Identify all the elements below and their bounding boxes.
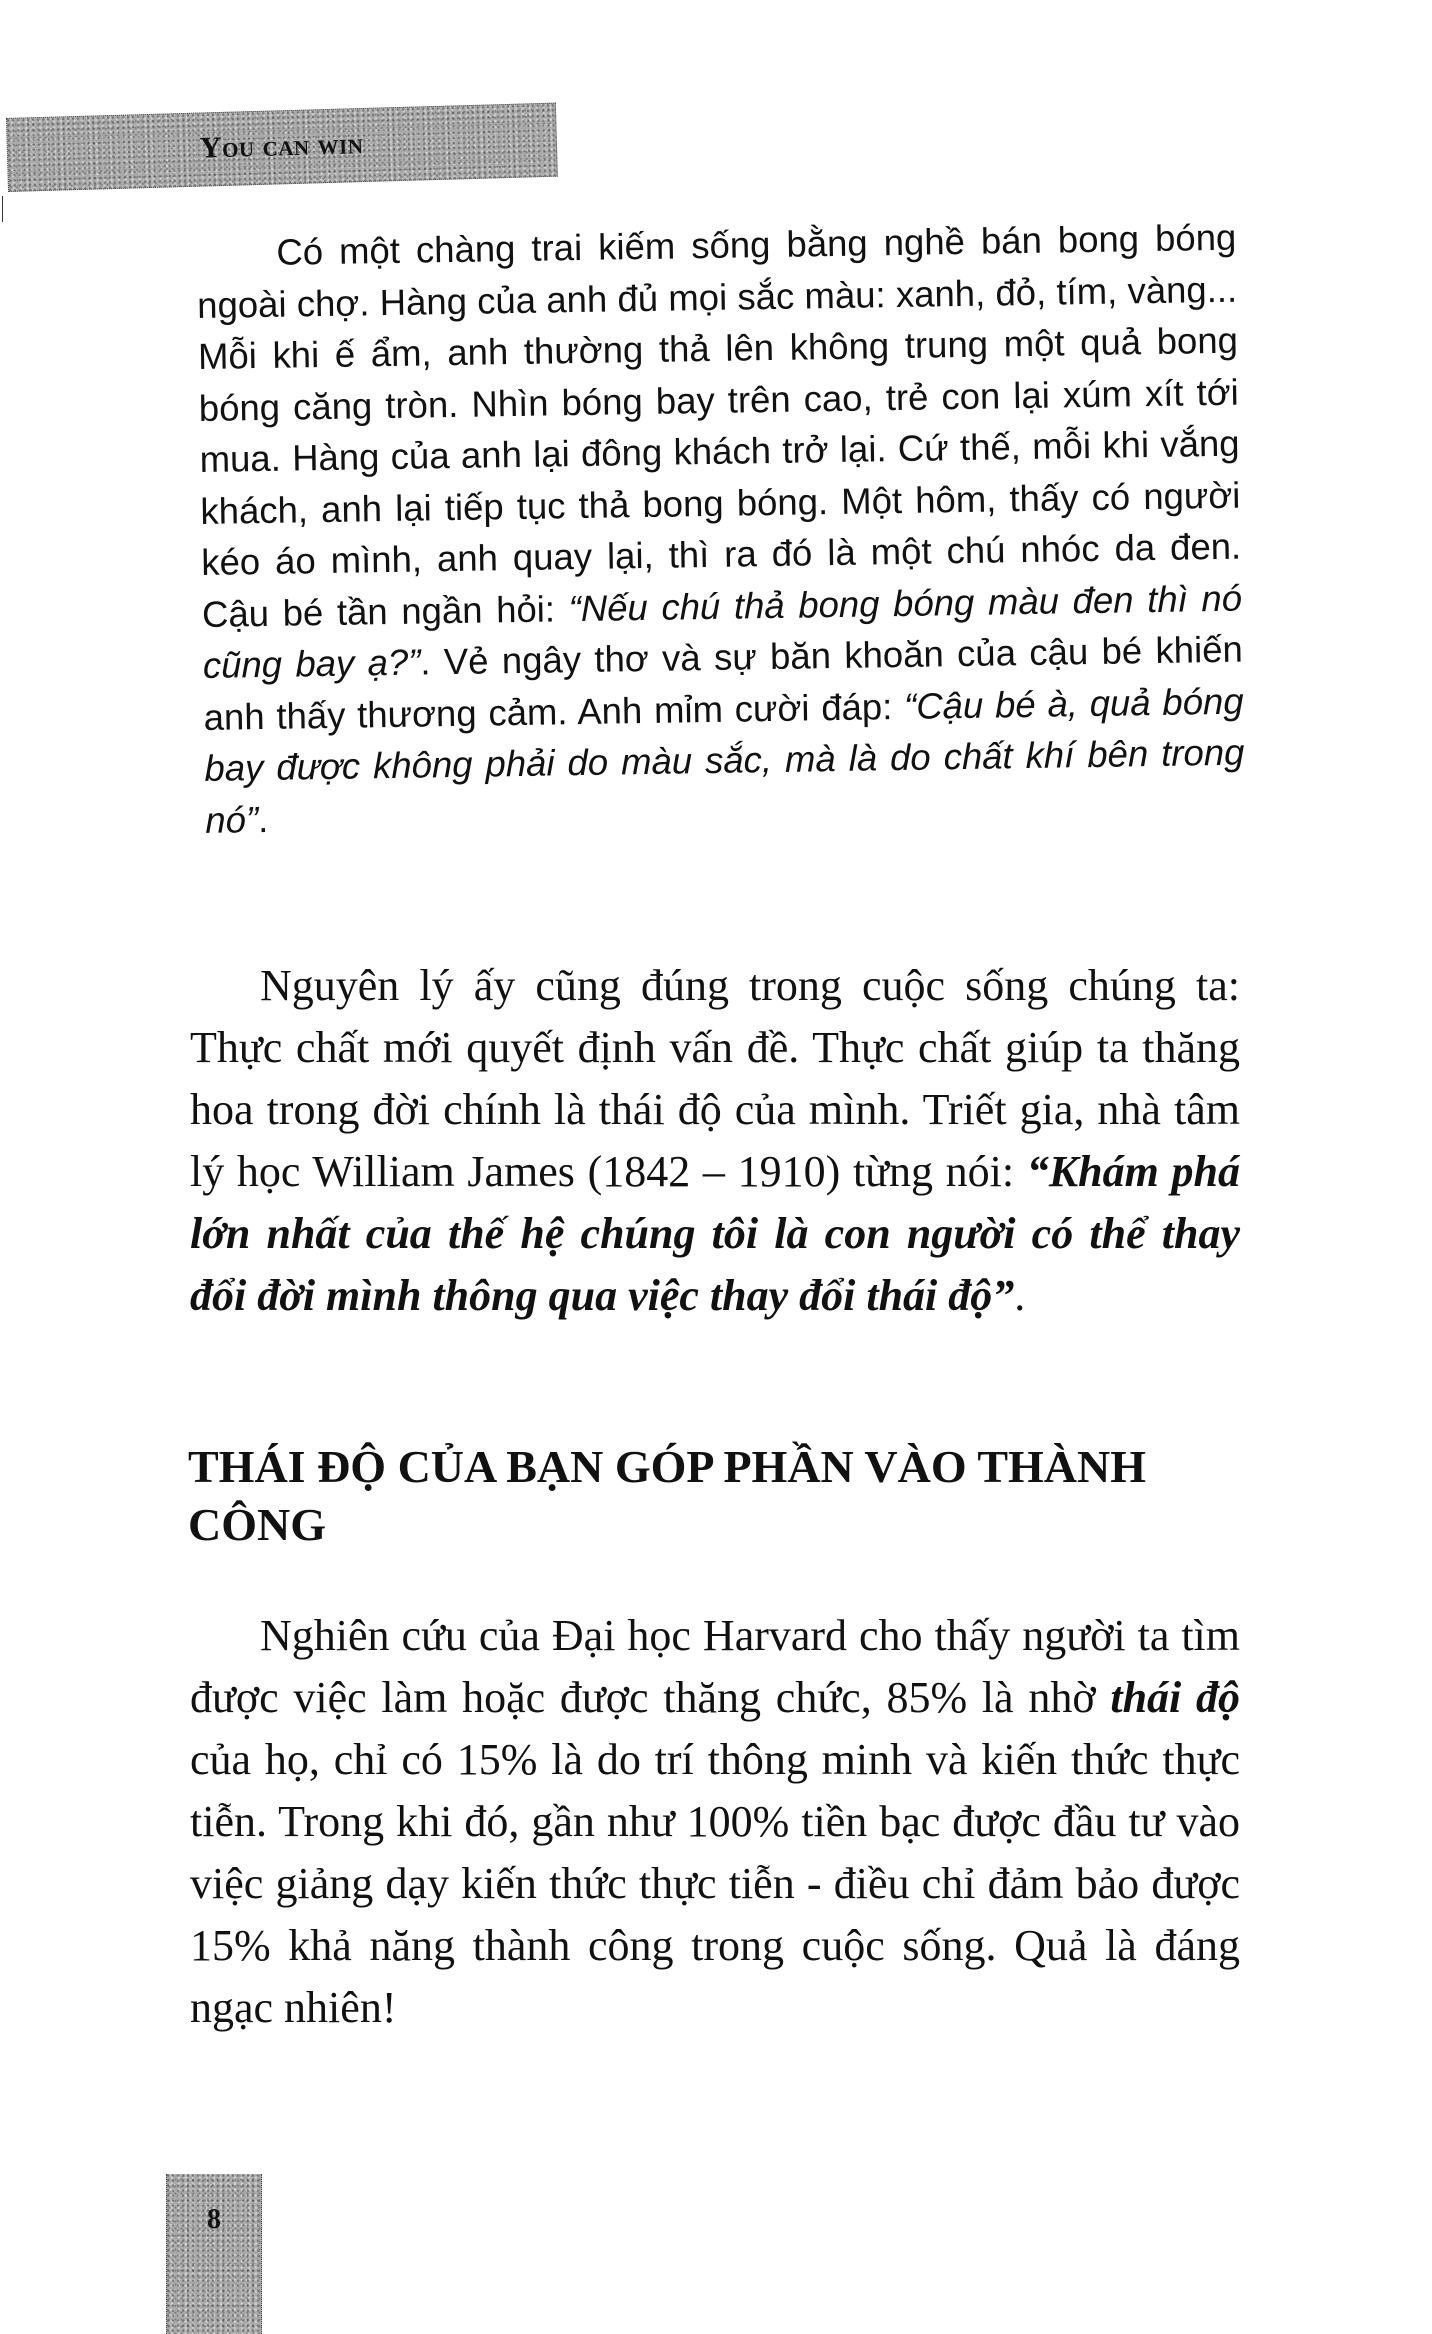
anecdote-quote-seller: “Cậu bé à, quả bóng bay được không phải do màu sắc, mà là do chất khí bên trong nó”	[204, 680, 1245, 841]
attitude-emphasis: thái độ	[1110, 1673, 1241, 1722]
william-james-quote: “Khám phá lớn nhất của thế hệ chúng tôi là con người có thể thay đổi đời mình thông qua việc thay đổi thái độ”	[190, 1147, 1241, 1320]
anecdote-text-end: .	[257, 798, 269, 840]
harvard-text-start: Nghiên cứu của Đại học Harvard cho thấy người ta tìm được việc làm hoặc được thăng chức, 85% là nhờ	[190, 1611, 1240, 1722]
anecdote-paragraph	[196, 212, 1246, 846]
running-header-band	[6, 103, 558, 192]
principle-text: Nguyên lý ấy cũng đúng trong cuộc sống chúng ta: Thực chất mới quyết định vấn đề. Thực chất giúp ta thăng hoa trong đời chính là thái độ của mình. Triết gia, nhà tâm lý học William James (1842 – 1910) từng nói:	[190, 961, 1240, 1196]
principle-text-end: .	[1014, 1271, 1026, 1320]
margin-rule	[2, 196, 3, 222]
anecdote-text: Có một chàng trai kiếm sống bằng nghề bán bong bóng ngoài chợ. Hàng của anh đủ mọi sắc màu: xanh, đỏ, tím, vàng... Mỗi khi ế ẩm, anh thường thả lên không trung một quả bong bóng căng tròn. Nhìn bóng bay trên cao, trẻ con lại xúm xít tới mua. Hàng của anh lại đông khách trở lại. Cứ thế, mỗi khi vắng khách, anh lại tiếp tục thả bong bóng. Một hôm, thấy có người kéo áo mình, anh quay lại, thì ra đó là một chú nhóc da đen. Cậu bé tần ngần hỏi:	[196, 216, 1242, 635]
running-header-title: You can win	[199, 127, 364, 165]
harvard-text-end: của họ, chỉ có 15% là do trí thông minh và kiến thức thực tiễn. Trong khi đó, gần như 100% tiền bạc được đầu tư vào việc giảng dạy kiến thức thực tiễn - điều chỉ đảm bảo được 15% khả năng thành công trong cuộc sống. Quả là đáng ngạc nhiên!	[190, 1735, 1240, 2032]
section-heading: THÁI ĐỘ CỦA BẠN GÓP PHẦN VÀO THÀNH CÔNG	[188, 1441, 1147, 1550]
harvard-paragraph	[190, 1605, 1240, 2039]
anecdote-quote-child: “Nếu chú thả bong bóng màu đen thì nó cũng bay ạ?”	[202, 577, 1243, 686]
page-number-tab	[166, 2174, 262, 2334]
page-number: 8	[207, 2204, 221, 2235]
principle-paragraph	[190, 955, 1240, 1327]
anecdote-text-mid: . Vẻ ngây thơ và sự băn khoăn của cậu bé khiến anh thấy thương cảm. Anh mỉm cười đáp:	[203, 628, 1244, 738]
